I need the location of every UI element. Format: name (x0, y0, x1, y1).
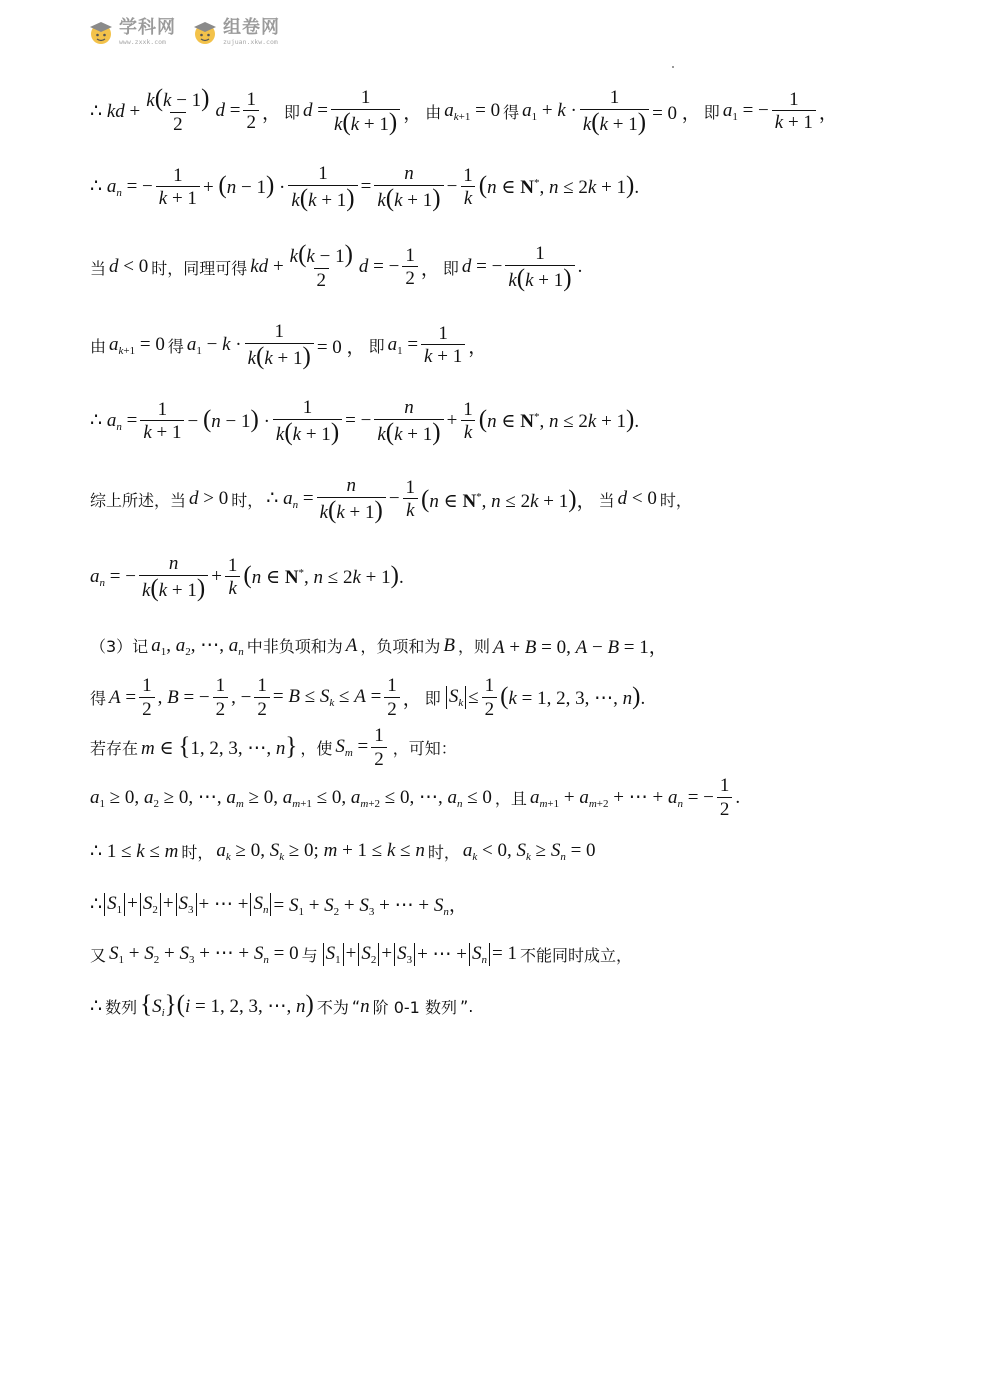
line-11: $a_1 \ge 0$, $a_2 \ge 0$, ⋯, $a_m \ge 0$, $a_{m+1} \le 0$, $a_{m+2} \le 0$, ⋯, $a_n \le 0$ ，且 $a_{m+1} + a_{m+2}$ + ⋯ + $a_n$ = − $\frac{1}{2}$ . (90, 775, 741, 820)
line-12: ∴ 1 ≤ k ≤ m 时， $a_k \ge 0$, $S_k \ge 0$; m + 1 ≤ k ≤ n 时， $a_k < 0$, $S_k \ge S_n = 0$ (90, 840, 596, 863)
line-9: 得 A = $\frac{1}{2}$ , B = − $\frac{1}{2}$ , − $\frac{1}{2}$ = $B \le S_k \le A$ = $\frac{1}{2}$ ， 即 $S_k$ ≤ $\frac{1}{2}$ (k = 1, 2, 3, ⋯, n). (90, 675, 646, 720)
page-header (88, 14, 280, 50)
line-13: ∴ $S_1$ + $S_2$ + $S_3$ + ⋯ + $S_n$ = $S_1 + S_2 + S_3$ + ⋯ + $S_n$， (90, 892, 468, 918)
line-15: ∴ 数列 $\{S_i\}(i = 1$, 2, 3, ⋯, n) 不为 “ n 阶 0-1 数列 ”. (90, 991, 474, 1019)
line-3: 当 d < 0 时，同理可得 kd + $\frac{k(k - 1)}{2}$ d = − $\frac{1}{2}$ ， 即 d = − $\frac{1}{k(k + 1)}$ . (90, 241, 583, 292)
line-10: 若存在 m ∈ {1, 2, 3, ⋯, n} ，使 $S_m$ = $\frac{1}{2}$ ，可知： (90, 725, 457, 770)
line-1: ∴ kd + $\frac{k(k - 1)}{2}$ d = $\frac{1}{2}$ ， 即 d = $\frac{1}{k(k + 1)}$ ， 由 $a_{k+1} = 0$ 得 $a_1 + k$ · $\frac{1}{k(k + 1)}$ = 0 ， 即 $a_1$ = − $\frac{1}{k + 1}$ ， (90, 85, 838, 136)
logo-url: www.zxxk.com (119, 37, 166, 46)
dot (672, 66, 674, 68)
line-8: （3）记 $a_1$, $a_2$, ⋯, $a_n$ 中非负项和为 A ，负项和为 B ，则 A + B = 0, A − B = 1， (90, 634, 668, 658)
logo-url: zujuan.xkw.com (223, 37, 278, 46)
line-7: $a_n$ = − $\frac{n}{k(k + 1)}$ + $\frac{1}{k}$ (n ∈ N*, n ≤ 2k + 1). (90, 553, 404, 602)
graduation-cap-icon (192, 19, 218, 45)
line-2: ∴ $a_n$ = − $\frac{1}{k + 1}$ + (n − 1) · $\frac{1}{k(k + 1)}$ = $\frac{n}{k(k + 1)}$ − $\frac{1}{k}$ (n ∈ N*, n ≤ 2k + 1). (90, 163, 640, 212)
line-4: 由 $a_{k+1} = 0$ 得 $a_1 - k$ · $\frac{1}{k(k + 1)}$ = 0 ， 即 $a_1$ = $\frac{1}{k + 1}$ ， (90, 321, 488, 370)
logo-name: 组卷网 (223, 16, 280, 38)
xuekewang-logo (88, 16, 176, 46)
line-14: 又 $S_1 + S_2 + S_3$ + ⋯ + $S_n = 0$ 与 $S_1$ + $S_2$ + $S_3$ + ⋯ + $S_n$ = 1 不能同时成立， (90, 942, 632, 966)
zujuanwang-logo (192, 16, 280, 46)
graduation-cap-icon (88, 19, 114, 45)
line-5: ∴ $a_n$ = $\frac{1}{k + 1}$ − (n − 1) · $\frac{1}{k(k + 1)}$ = − $\frac{n}{k(k + 1)}$ + $\frac{1}{k}$ (n ∈ N*, n ≤ 2k + 1). (90, 397, 640, 446)
line-6: 综上所述，当 d > 0 时， ∴ $a_n$ = $\frac{n}{k(k + 1)}$ − $\frac{1}{k}$ (n ∈ N*, n ≤ 2k + 1)， 当 d < 0 时， (90, 475, 692, 524)
logo-name: 学科网 (119, 16, 176, 38)
